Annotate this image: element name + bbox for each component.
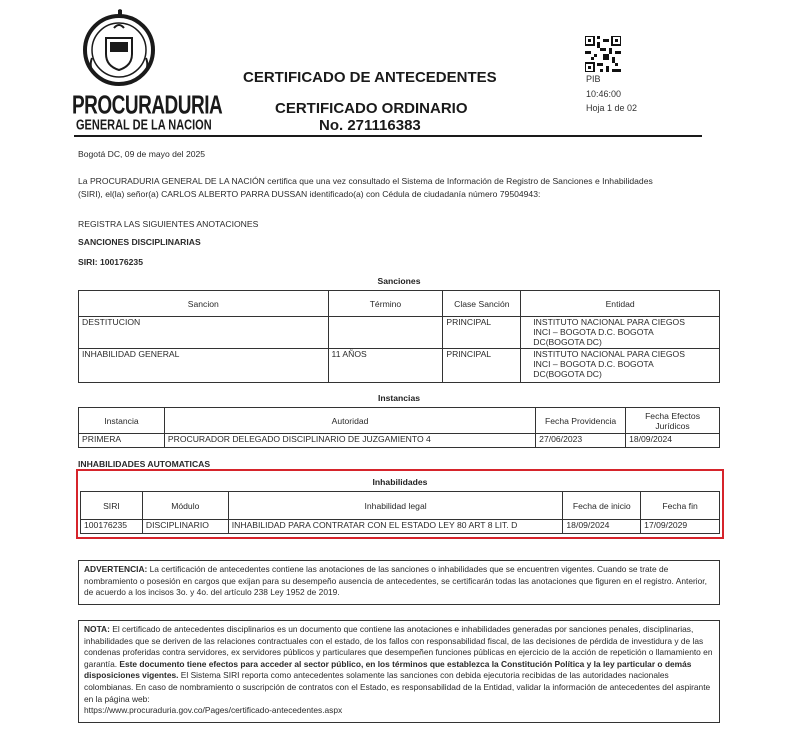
- nota-text-1: El certificado de antecedentes disciplinarios es un documento que contiene las anotaciones e inhabilidades generadas por sanciones penales, disciplinarias, inhabilidades que se deriven de las relaciones contractuales con el estado, de los fallos con responsabilidad fiscal, de las decisiones de pérdida de investidura y de las condenas proferidas contra servidores, ex servidores públicos y particulares que desempeñen funciones públicas en ejercicio de la acción de repetición o llamamiento en garantía.: [84, 624, 713, 669]
- logo-line1: PROCURADURIA: [72, 92, 223, 121]
- certificate-title: CERTIFICADO DE ANTECEDENTES: [243, 69, 497, 86]
- instancias-title: Instancias: [377, 393, 421, 403]
- meta-code: PIB: [586, 74, 601, 84]
- table-cell: PRINCIPAL: [443, 317, 521, 349]
- column-header: Inhabilidad legal: [228, 492, 563, 520]
- certificate-number: No. 271116383: [319, 117, 421, 134]
- table-cell: 100176235: [81, 520, 143, 534]
- nota-box: [78, 620, 720, 723]
- table-cell: PROCURADOR DELEGADO DISCIPLINARIO DE JUZGAMIENTO 4: [164, 434, 535, 448]
- table-cell: 27/06/2023: [536, 434, 626, 448]
- sanciones-title: Sanciones: [377, 276, 421, 286]
- table-cell: INHABILIDAD PARA CONTRATAR CON EL ESTADO LEY 80 ART 8 LIT. D: [228, 520, 563, 534]
- advertencia-text: La certificación de antecedentes contiene las anotaciones de las sanciones o inhabilidades que se encuentren vigentes. Cuando se trate de nombramiento o posesión en cargos que exijan para su desempeño ausencia de antecedentes, se certificarán todas las anotaciones que figuren en el registro. Anterior, de acuerdo a los incisos 3o. y 4o. del artículo 238 Ley 1952 de 2019.: [84, 564, 707, 598]
- registra-label: REGISTRA LAS SIGUIENTES ANOTACIONES: [78, 219, 259, 229]
- inhabilidades-automaticas-label: INHABILIDADES AUTOMATICAS: [78, 459, 211, 469]
- column-header: Autoridad: [164, 408, 535, 434]
- header-divider: [74, 135, 702, 137]
- sanciones-disciplinarias-label: SANCIONES DISCIPLINARIAS: [78, 237, 201, 247]
- table-cell: DISCIPLINARIO: [142, 520, 228, 534]
- inhabilidades-title: Inhabilidades: [372, 477, 428, 487]
- table-row: [79, 349, 720, 383]
- siri-number: SIRI: 100176235: [78, 257, 143, 267]
- advertencia-label: ADVERTENCIA:: [84, 564, 148, 574]
- column-header: Fecha fin: [641, 492, 720, 520]
- sanciones-table: [78, 290, 720, 383]
- qr-code-icon: [585, 36, 621, 72]
- column-header: Fecha Efectos Jurídicos: [626, 408, 720, 434]
- certification-line-1: La PROCURADURIA GENERAL DE LA NACIÓN certifica que una vez consultado el Sistema de Información de Registro de Sanciones e Inhabilidades: [78, 176, 653, 186]
- column-header: Fecha de inicio: [563, 492, 641, 520]
- nota-label: NOTA:: [84, 624, 110, 634]
- date-line: Bogotá DC, 09 de mayo del 2025: [78, 149, 206, 159]
- column-header: Término: [328, 291, 443, 317]
- column-header: Entidad: [521, 291, 720, 317]
- table-cell: PRIMERA: [79, 434, 165, 448]
- table-cell: 18/09/2024: [563, 520, 641, 534]
- certification-line-2: (SIRI), el(la) señor(a) CARLOS ALBERTO PARRA DUSSAN identificado(a) con Cédula de ciudadanía número 79504943:: [78, 189, 541, 199]
- table-cell: 11 AÑOS: [328, 349, 443, 383]
- table-header-row: [79, 408, 720, 434]
- instancias-table: [78, 407, 720, 448]
- verification-url: https://www.procuraduria.gov.co/Pages/certificado-antecedentes.aspx: [84, 705, 343, 716]
- logo-line2: GENERAL DE LA NACION: [76, 118, 212, 134]
- table-cell: INHABILIDAD GENERAL: [79, 349, 329, 383]
- table-cell: INSTITUTO NACIONAL PARA CIEGOS INCI – BOGOTA D.C. BOGOTA DC(BOGOTA DC): [521, 349, 720, 383]
- table-cell: INSTITUTO NACIONAL PARA CIEGOS INCI – BOGOTA D.C. BOGOTA DC(BOGOTA DC): [521, 317, 720, 349]
- table-cell: PRINCIPAL: [443, 349, 521, 383]
- advertencia-box: [78, 560, 720, 605]
- highlight-box: [76, 469, 724, 539]
- meta-page: Hoja 1 de 02: [586, 103, 638, 113]
- nota-bold-text: Este documento tiene efectos para acceder al sector público, en los términos que establezca la Constitución Política y la ley particular o demás disposiciones vigentes.: [84, 658, 692, 681]
- table-cell: [328, 317, 443, 349]
- table-cell: 17/09/2029: [641, 520, 720, 534]
- column-header: Fecha Providencia: [536, 408, 626, 434]
- table-cell: DESTITUCION: [79, 317, 329, 349]
- certificate-subtitle: CERTIFICADO ORDINARIO: [275, 100, 468, 117]
- table-cell: 18/09/2024: [626, 434, 720, 448]
- column-header: SIRI: [81, 492, 143, 520]
- table-row: [79, 434, 720, 448]
- column-header: Instancia: [79, 408, 165, 434]
- column-header: Módulo: [142, 492, 228, 520]
- column-header: Sancion: [79, 291, 329, 317]
- meta-time: 10:46:00: [586, 89, 622, 99]
- table-header-row: [79, 291, 720, 317]
- nota-text-2: El Sistema SIRI reporta como antecedentes solamente las sanciones con debida ejecutoria recibidas de las autoridades nacionales colombianas. En caso de nombramiento o suscripción de contratos con el Estado, es responsabilidad de la Entidad, validar la información de antecedentes del aspirante en la página web:: [84, 670, 711, 704]
- column-header: Clase Sanción: [443, 291, 521, 317]
- table-row: [79, 317, 720, 349]
